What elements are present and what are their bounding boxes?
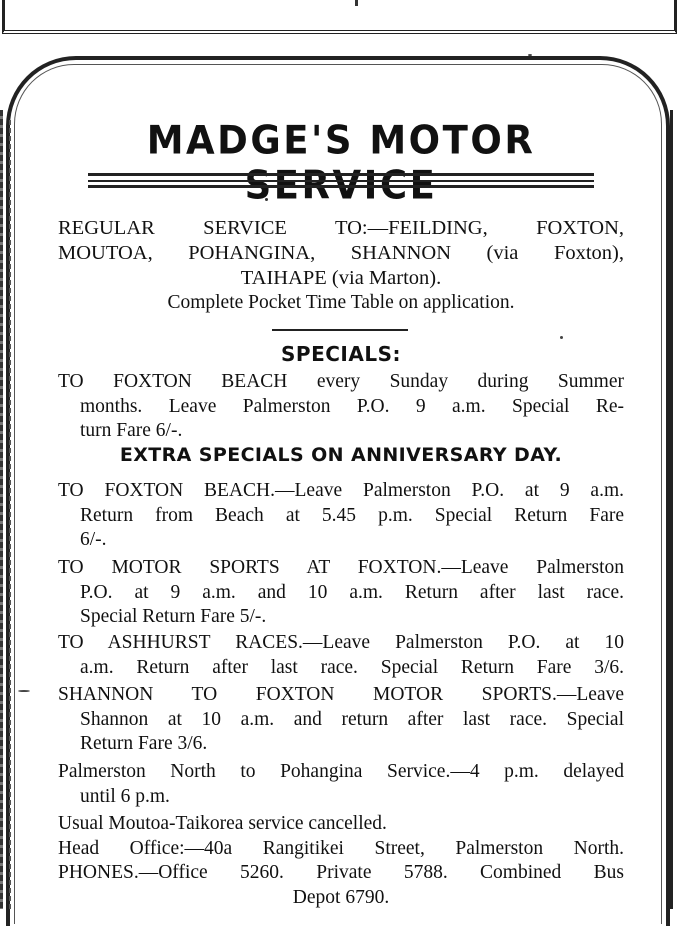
regular-service-line: MOUTOA, POHANGINA, SHANNON (via Foxton),: [58, 242, 624, 264]
ink-speck: [265, 198, 268, 201]
timetable-note: Complete Pocket Time Table on application.: [167, 292, 515, 313]
special-foxton-beach-sunday: [58, 370, 624, 444]
entry-line: 6/-.: [80, 529, 107, 550]
entry-line: TO MOTOR SPORTS AT FOXTON.—Leave Palmerston: [58, 557, 624, 578]
entry-line: Usual Moutoa-Taikorea service cancelled.: [58, 813, 387, 834]
entry-line: a.m. Return after last race. Special Return Fare 3/6.: [80, 656, 624, 678]
entry-line: Return from Beach at 5.45 p.m. Special Return Fare: [80, 504, 624, 526]
extra-special-foxton-beach: [58, 479, 624, 553]
left-column-rule: [0, 110, 3, 909]
ink-speck: [18, 690, 30, 692]
ink-speck: [560, 336, 563, 339]
entry-line: until 6 p.m.: [80, 785, 170, 807]
phone-numbers: [58, 861, 624, 910]
extra-specials-heading: EXTRA SPECIALS ON ANNIVERSARY DAY.: [119, 444, 563, 466]
title-underline: [88, 173, 594, 176]
ad-title: MADGE'S MOTOR: [146, 117, 536, 163]
entry-line: Head Office:—40a Rangitikei Street, Palmerston North.: [58, 838, 624, 859]
extra-special-ashhurst-races: [58, 631, 624, 680]
title-underline: [88, 180, 594, 182]
entry-line: TO FOXTON BEACH every Sunday during Summer: [58, 371, 624, 392]
entry-line: TO ASHHURST RACES.—Leave Palmerston P.O. at 10: [58, 632, 624, 653]
entry-line: P.O. at 9 a.m. and 10 a.m. Return after last race.: [80, 581, 624, 603]
entry-line: PHONES.—Office 5260. Private 5788. Combined Bus: [58, 862, 624, 883]
extra-special-shannon-motor-sports: [58, 683, 624, 757]
entry-line: Special Return Fare 5/-.: [80, 606, 267, 627]
head-office-address: [58, 837, 624, 862]
right-column-rule: [670, 110, 673, 909]
entry-line: turn Fare 6/-.: [80, 420, 183, 441]
entry-line: Palmerston North to Pohangina Service.—4 p.m. delayed: [58, 761, 624, 782]
specials-heading: SPECIALS:: [281, 342, 401, 366]
entry-line: TO FOXTON BEACH.—Leave Palmerston P.O. at 9 a.m.: [58, 480, 624, 501]
left-column-rule-inner: [9, 120, 11, 909]
entry-line: Return Fare 3/6.: [80, 733, 208, 754]
entry-line: Shannon at 10 a.m. and return after last race. Special: [80, 708, 624, 730]
title-underline: [88, 185, 594, 188]
entry-line: Depot 6790.: [292, 886, 390, 908]
section-divider: [272, 329, 408, 331]
border-tick: [355, 0, 358, 6]
previous-ad-border: [2, 0, 677, 34]
regular-service-line: REGULAR SERVICE TO:—FEILDING, FOXTON,: [58, 217, 624, 239]
pohangina-service-notice: [58, 760, 624, 809]
entry-line: SHANNON TO FOXTON MOTOR SPORTS.—Leave: [58, 684, 624, 705]
regular-service-line: TAIHAPE (via Marton).: [240, 267, 442, 289]
service-cancelled-notice: [58, 812, 624, 837]
ink-speck: [528, 54, 532, 56]
extra-special-motor-sports: [58, 556, 624, 630]
entry-line: months. Leave Palmerston P.O. 9 a.m. Special Re-: [80, 395, 624, 417]
